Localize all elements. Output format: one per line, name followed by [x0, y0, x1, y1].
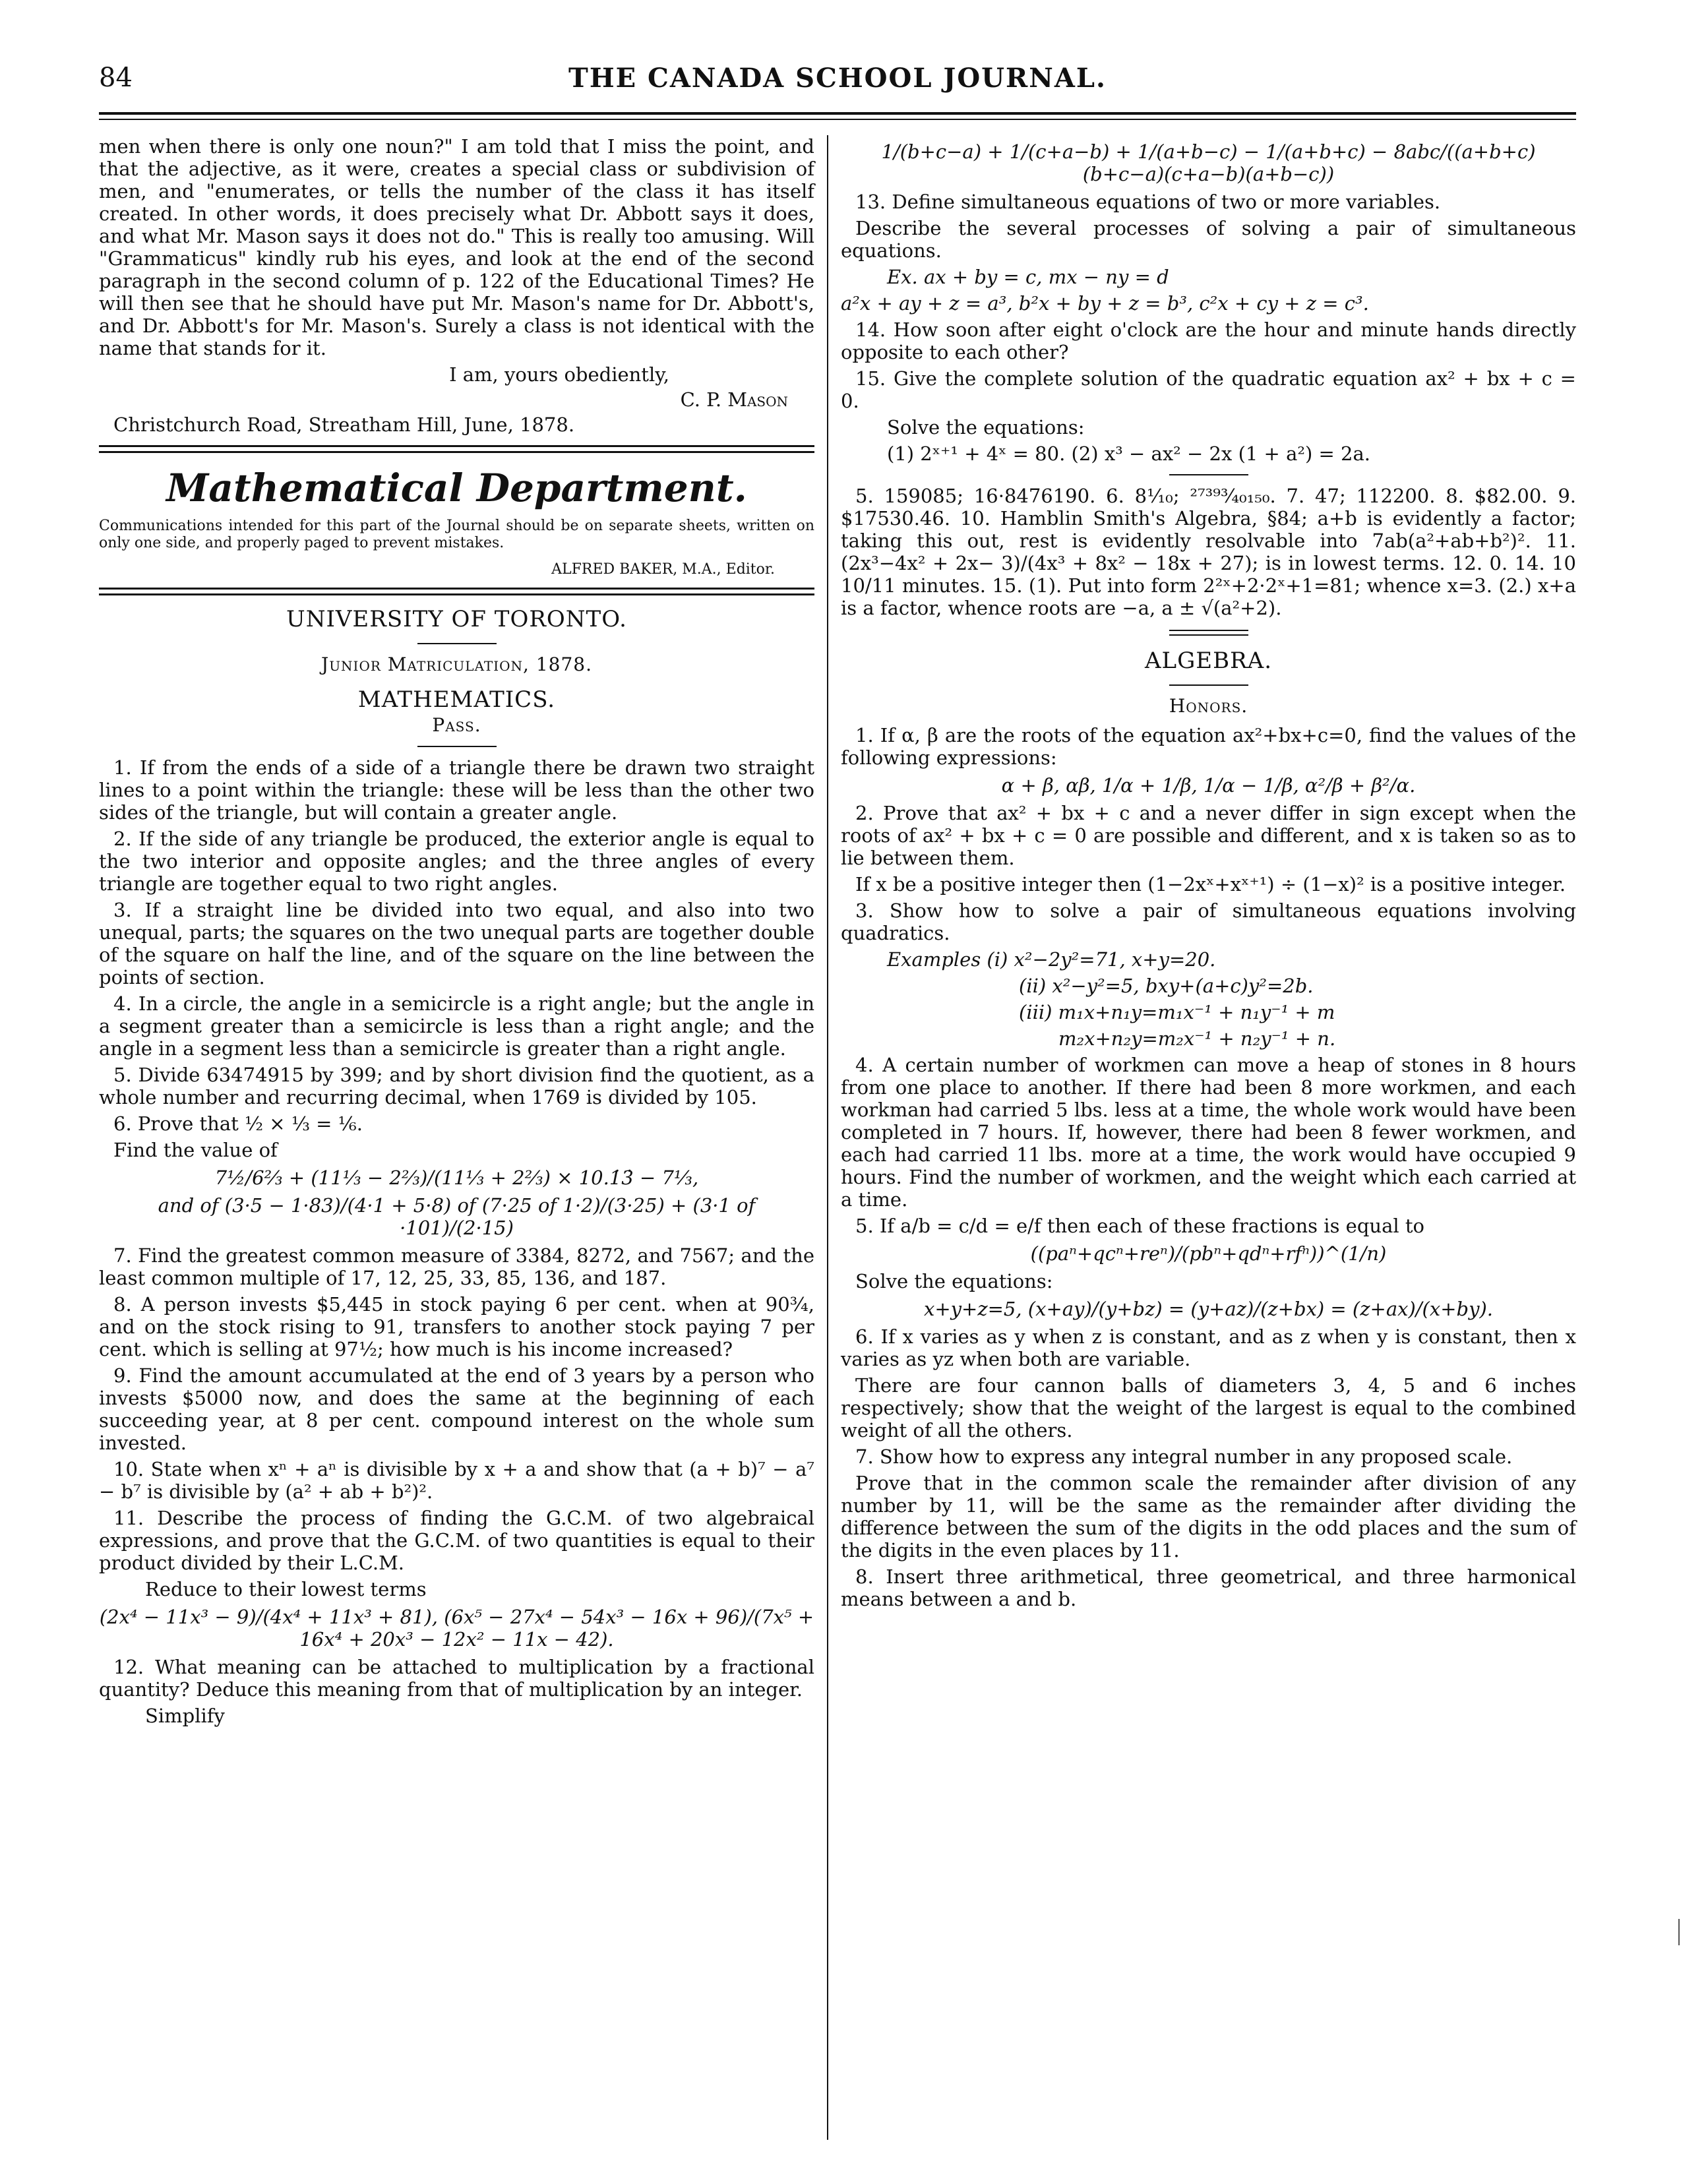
question-6-expr-1: 7½/6⅔ + (11⅓ − 2⅔)/(11⅓ + 2⅔) × 10.1̇3̇ − 7⅓, [214, 1167, 699, 1189]
question-2: 2. If the side of any triangle be produced, the exterior angle is equal to the two interior and opposite angles; and the three angles of every triangle are together equal to two right angles. [99, 828, 814, 895]
honors-question-3-ex-4: m₂x+n₂y=m₂x⁻¹ + n₂y⁻¹ + n. [1058, 1027, 1336, 1050]
question-14: 14. How soon after eight o'clock are the hour and minute hands directly opposite to each other? [841, 318, 1576, 363]
question-4: 4. In a circle, the angle in a semicircle is a right angle; but the angle in a segment greater than a semicircle is less than a right angle; and the angle in a segment less than a semicircle is greater than a right angle. [99, 992, 814, 1060]
letter-address: Christchurch Road, Streatham Hill, June, 1878. [113, 413, 575, 436]
answers: 5. 159085; 16·8476190. 6. 8¹⁄₁₀; ²⁷³⁹³⁄₄₀₁₅₀. 7. 47; 112200. 8. $82.00. 9. $17530.46. 10. Hamblin Smith's Algebra, §84; a+b is evidently a factor; taking this out, rest is evidently resolvable into 7ab(a²+ab+b²)². 11. (2x³−4x² + 2x− 3)/(4x³ + 8x² − 18x + 27); is in lowest terms. 12. 0. 14. 10 10/11 minutes. 15. (1). Put into form 2²ˣ+2·2ˣ+1=81; whence x=3. (2.) x+a is a factor, whence roots are −a, a ± √(a²+2). [841, 485, 1576, 619]
question-6-sub: Find the value of [113, 1139, 278, 1161]
exam-session: Junior Matriculation, 1878. [320, 653, 593, 675]
question-6-expr-2: and of (3·5 − 1·83)/(4·1 + 5·8) of (7·25 of 1·2)/(3·25) + (3·1 of ·101)/(2·15) [158, 1194, 756, 1239]
simplify-expression: 1/(b+c−a) + 1/(c+a−b) + 1/(a+b−c) − 1/(a+b+c) − 8abc/((a+b+c)(b+c−a)(c+a−b)(a+b−c)) [881, 140, 1536, 185]
honors-question-2: 2. Prove that ax² + bx + c and a never differ in sign except when the roots of ax² + bx + c = 0 are possible and different, and x is taken so as to lie between them. [841, 802, 1576, 869]
section-divider [99, 445, 814, 453]
question-13-example: Ex. ax + by = c, mx − ny = d [887, 266, 1169, 288]
question-11: 11. Describe the process of finding the G.C.M. of two algebraical expressions, and prove that the G.C.M. of two quantities is equal to their product divided by their L.C.M. [99, 1507, 814, 1574]
question-7: 7. Find the greatest common measure of 3384, 8272, and 7567; and the least common multiple of 17, 12, 25, 33, 85, 136, and 187. [99, 1244, 814, 1289]
honors-question-3-ex-2: (ii) x²−y²=5, bxy+(a+c)y²=2b. [1019, 975, 1314, 997]
honors-question-1-expr: α + β, αβ, 1/α + 1/β, 1/α − 1/β, α²/β + β²/α. [1001, 774, 1416, 797]
department-heading: Mathematical Department. [166, 466, 747, 510]
honors-question-3-ex-1: Examples (i) x²−2y²=71, x+y=20. [887, 948, 1216, 971]
algebra-title: ALGEBRA. [1144, 648, 1273, 674]
exam-level: Pass. [432, 714, 481, 736]
honors-question-8: 8. Insert three arithmetical, three geometrical, and three harmonical means between a and b. [841, 1565, 1576, 1610]
left-column [99, 135, 814, 1731]
page-header [99, 63, 1576, 102]
short-rule-2 [417, 746, 497, 747]
question-10: 10. State when xⁿ + aⁿ is divisible by x + a and show that (a + b)⁷ − a⁷ − b⁷ is divisible by (a² + ab + b²)². [99, 1458, 814, 1503]
honors-question-3: 3. Show how to solve a pair of simultaneous equations involving quadratics. [841, 899, 1576, 944]
algebra-short-rule [1169, 684, 1248, 686]
question-9: 9. Find the amount accumulated at the end of 3 years by a person who invests $5000 now, and does the same at the beginning of each succeeding year, at 8 per cent. compound interest on the whole sum invested. [99, 1364, 814, 1454]
honors-question-5: 5. If a/b = c/d = e/f then each of these fractions is equal to [855, 1215, 1424, 1237]
question-6: 6. Prove that ½ × ⅓ = ⅙. [113, 1112, 363, 1135]
university-title: UNIVERSITY OF TORONTO. [286, 606, 627, 632]
question-11-sub: Reduce to their lowest terms [145, 1578, 427, 1600]
question-5: 5. Divide 63474915 by 399; and by short division find the quotient, as a whole number and recurring decimal, when 1769 is divided by 105. [99, 1064, 814, 1108]
question-12-sub: Simplify [145, 1705, 225, 1727]
question-3: 3. If a straight line be divided into two equal, and also into two unequal, parts; the squares on the two unequal parts are together double of the square on half the line, and of the square on the line between the points of section. [99, 899, 814, 988]
header-rule [99, 112, 1576, 115]
honors-question-5-expr-2: x+y+z=5, (x+ay)/(y+bz) = (y+az)/(z+bx) = (z+ax)/(x+by). [924, 1298, 1493, 1320]
honors-question-4: 4. A certain number of workmen can move a heap of stones in 8 hours from one place to another. If there had been 8 more workmen, and each workman had carried 5 lbs. less at a time, the whole work would have been completed in 7 hours. If, however, there had been 8 fewer workmen, and each had carried 11 lbs. more at a time, the work would have occupied 9 hours. Find the number of workmen, and the weight which each carried at a time. [841, 1054, 1576, 1211]
header-rule-thin [99, 119, 1576, 120]
short-rule [417, 643, 497, 644]
question-15-equations: (1) 2ˣ⁺¹ + 4ˣ = 80. (2) x³ − ax² − 2x (1 + a²) = 2a. [887, 442, 1370, 465]
right-column [841, 135, 1576, 1614]
algebra-rule [1169, 630, 1248, 636]
journal-title: THE CANADA SCHOOL JOURNAL. [568, 63, 1107, 94]
question-12: 12. What meaning can be attached to multiplication by a fractional quantity? Deduce this meaning from that of multiplication by an integer. [99, 1656, 814, 1701]
honors-question-5-expr: ((paⁿ+qcⁿ+reⁿ)/(pbⁿ+qdⁿ+rfⁿ))^(1/n) [1030, 1242, 1387, 1265]
honors-question-6-b: There are four cannon balls of diameters 3, 4, 5 and 6 inches respectively; show that the weight of the largest is equal to the combined weight of all the others. [841, 1374, 1576, 1441]
letter-text: men when there is only one noun?" I am told that I miss the point, and that the adjective, as it were, creates a special class or subdivision of men, and "enumerates, or tells the number of the class it has itself created. In other words, it does precisely what Dr. Abbott says it does, and what Mr. Mason says it does not do." This is really too amusing. Will "Grammaticus" kindly rub his eyes, and look at the end of the second paragraph in the second column of p. 122 of the Educational Times? He will then see that he should have put Mr. Mason's name for Dr. Abbott's, and Dr. Abbott's for Mr. Mason's. Surely a class is not identical with the name that stands for it. [99, 135, 814, 359]
department-editor: ALFRED BAKER, M.A., Editor. [551, 561, 775, 578]
honors-question-3-ex-3: (iii) m₁x+n₁y=m₁x⁻¹ + n₁y⁻¹ + m [1019, 1001, 1335, 1023]
honors-question-7-b: Prove that in the common scale the remainder after division of any number by 11, will be the same as the remainder after dividing the difference between the sum of the digits in the odd places and the sum of the digits in the even places by 11. [841, 1472, 1576, 1562]
honors-question-1: 1. If α, β are the roots of the equation ax²+bx+c=0, find the values of the following expressions: [841, 724, 1576, 769]
section-divider-2 [99, 588, 814, 595]
algebra-level: Honors. [1169, 695, 1248, 717]
department-notice: Communications intended for this part of the Journal should be on separate sheets, written on only one side, and properly paged to prevent mistakes. [99, 518, 814, 551]
page-number: 84 [99, 63, 133, 93]
honors-question-6: 6. If x varies as y when z is constant, and as z when y is constant, then x varies as yz when both are variable. [841, 1325, 1576, 1370]
honors-question-7: 7. Show how to express any integral number in any proposed scale. [855, 1445, 1513, 1468]
question-13-example-2: a²x + ay + z = a³, b²x + by + z = b³, c²x + cy + z = c³. [841, 292, 1369, 315]
honors-question-2-b: If x be a positive integer then (1−2xˣ+xˣ⁺¹) ÷ (1−x)² is a positive integer. [855, 873, 1566, 895]
question-15-b: Solve the equations: [887, 416, 1085, 439]
question-13-b: Describe the several processes of solving a pair of simultaneous equations. [841, 217, 1576, 262]
letter-signature: C. P. Mason [680, 388, 788, 411]
answers-rule [1169, 474, 1248, 475]
column-divider [827, 135, 828, 2140]
question-8: 8. A person invests $5,445 in stock paying 6 per cent. when at 90¾, and on the stock rising to 91, transfers to another stock paying 7 per cent. which is selling at 97½; how much is his income increased? [99, 1293, 814, 1360]
question-11-expr: (2x⁴ − 11x³ − 9)/(4x⁴ + 11x³ + 81), (6x⁵ − 27x⁴ − 54x³ − 16x + 96)/(7x⁵ + 16x⁴ + 20x³ − 12x² − 11x − 42). [99, 1606, 814, 1651]
margin-mark [1678, 1919, 1680, 1945]
question-1: 1. If from the ends of a side of a triangle there be drawn two straight lines to a point within the triangle: these will be less than the other two sides of the triangle, but will contain a greater angle. [99, 756, 814, 824]
question-15: 15. Give the complete solution of the quadratic equation ax² + bx + c = 0. [841, 367, 1576, 412]
exam-subject: MATHEMATICS. [357, 686, 556, 713]
question-13: 13. Define simultaneous equations of two or more variables. [855, 191, 1441, 213]
letter-closing: I am, yours obediently, [449, 363, 669, 386]
honors-question-5-b: Solve the equations: [855, 1270, 1053, 1292]
